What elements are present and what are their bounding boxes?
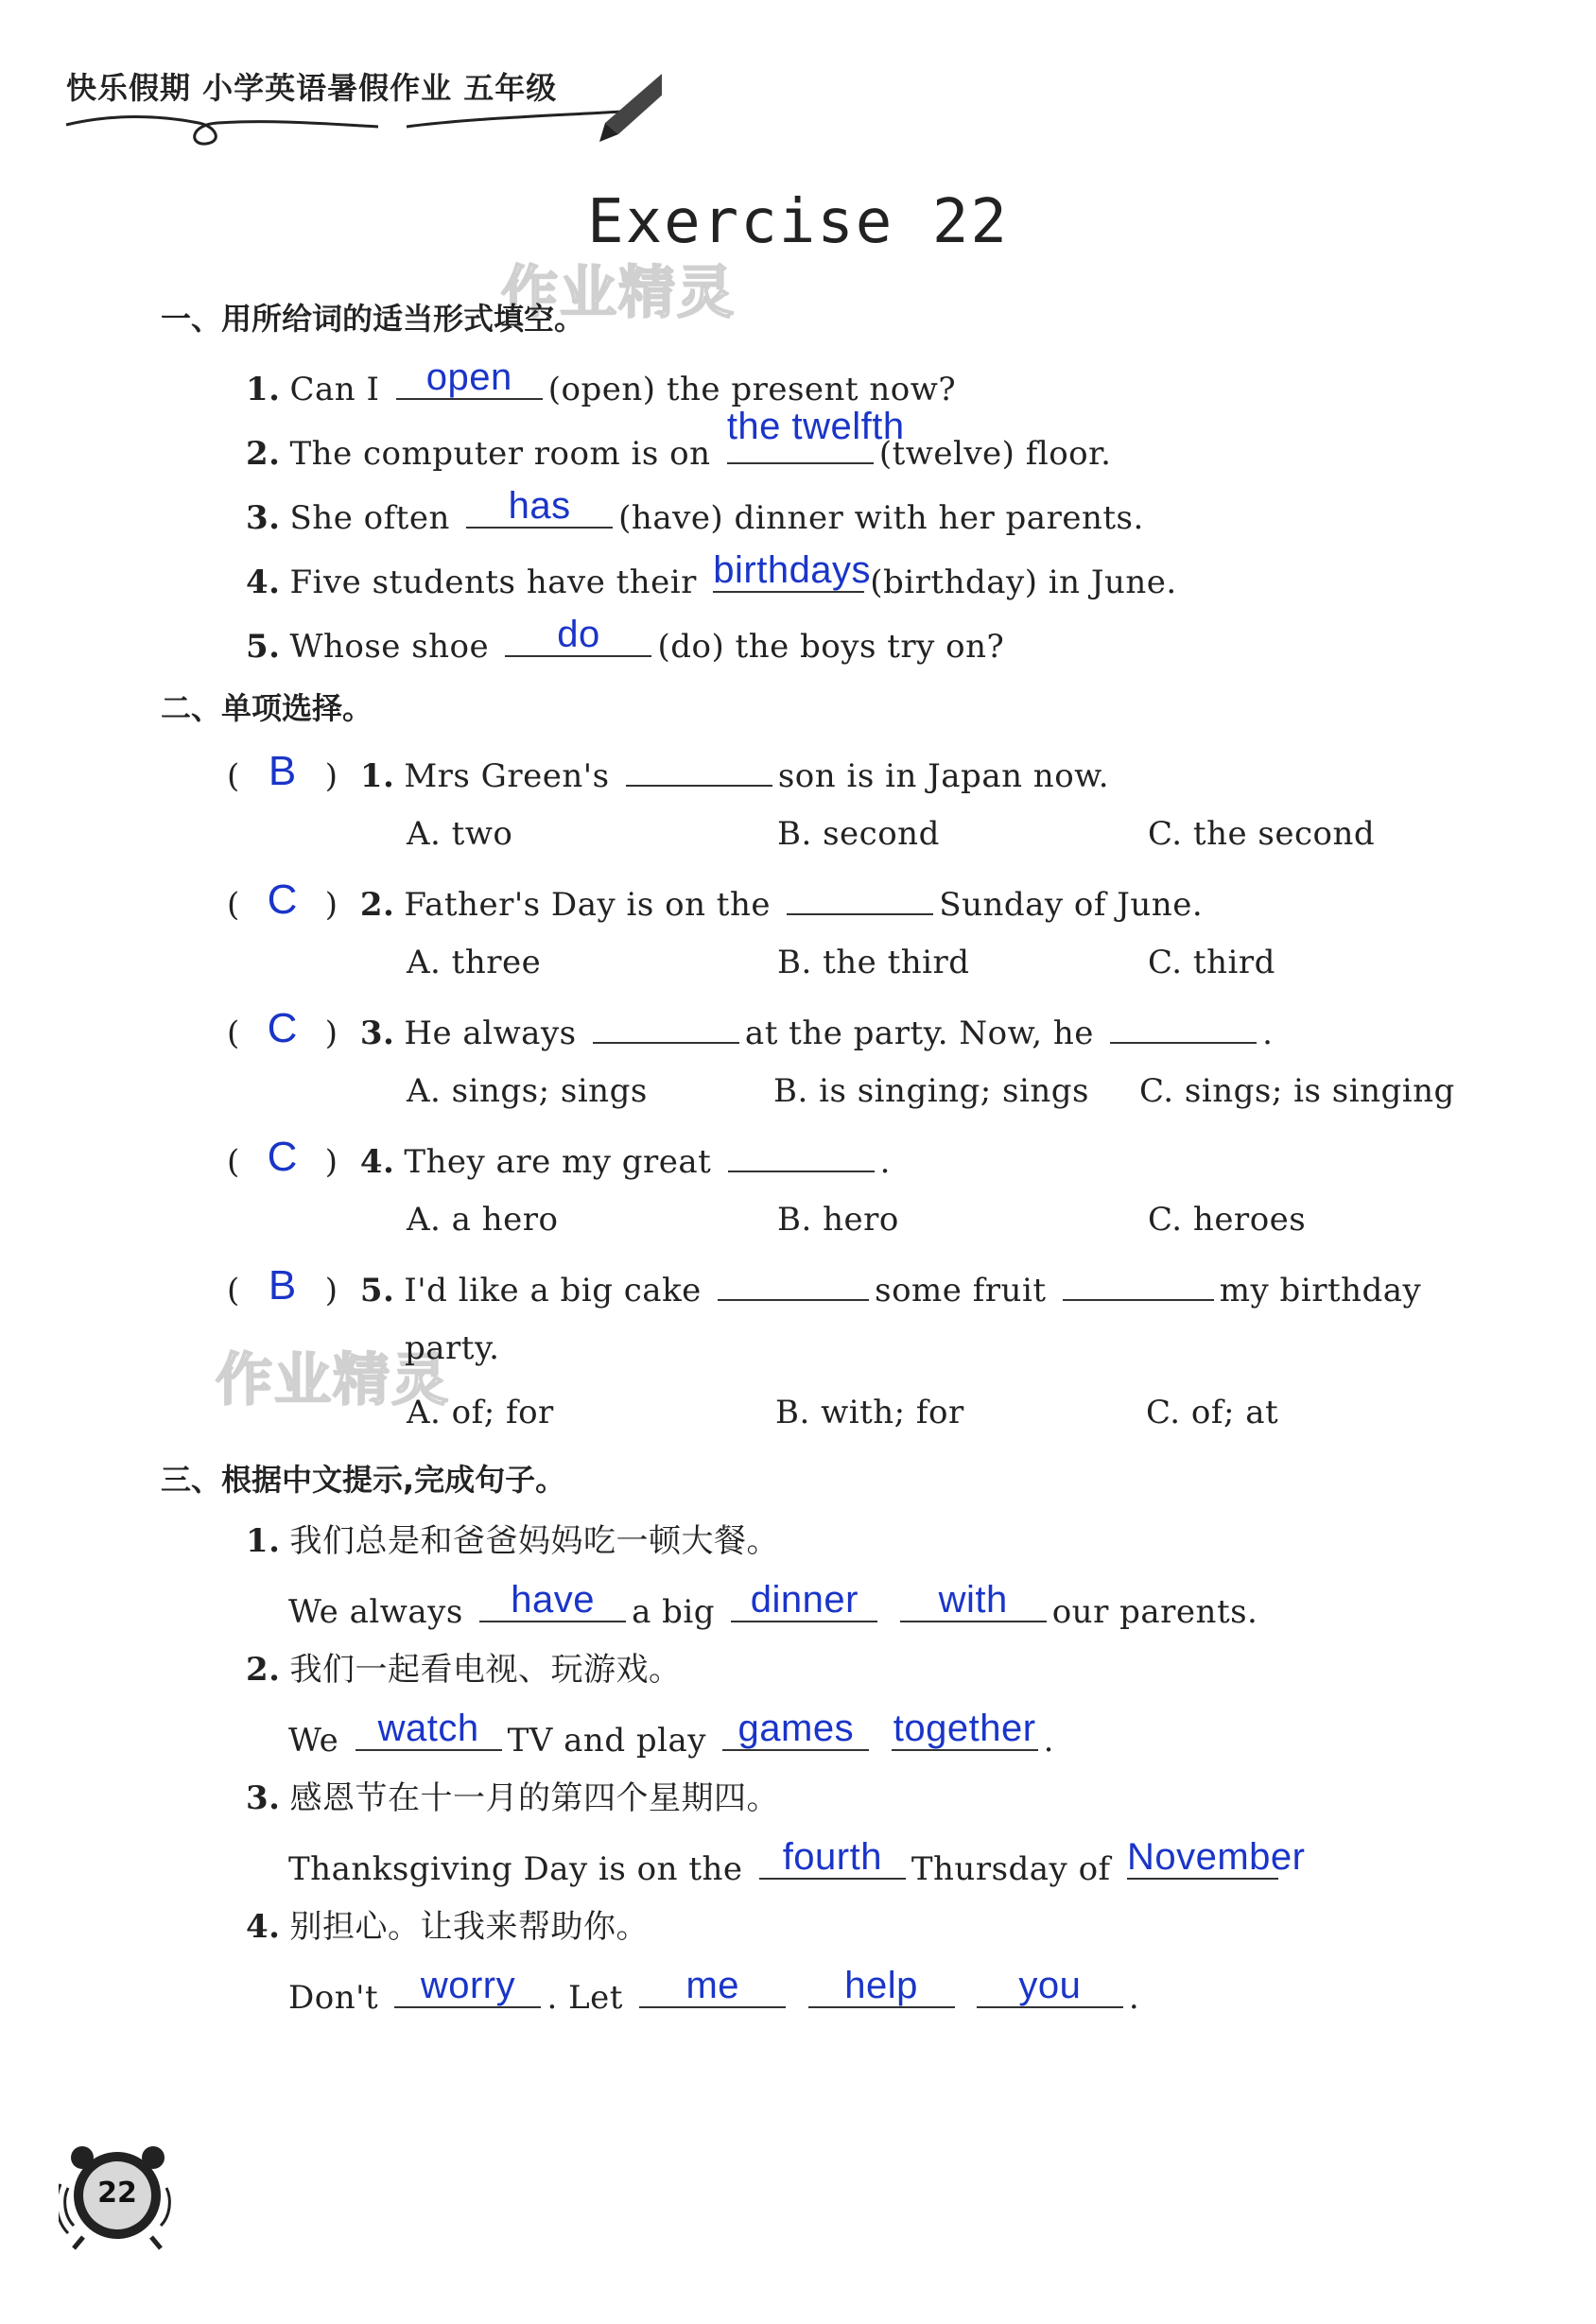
answer-blank[interactable]	[728, 1136, 875, 1172]
option-c[interactable]: C. of; at	[1146, 1394, 1279, 1431]
answer-blank[interactable]	[787, 879, 933, 915]
answer-blank[interactable]	[1063, 1265, 1214, 1301]
watermark-top: 作业精灵	[501, 260, 736, 326]
s3-item-4-cn: 4. 别担心。让我来帮助你。	[246, 1908, 649, 1946]
answer-blank[interactable]: dinner	[731, 1587, 877, 1622]
exercise-title: Exercise 22	[587, 187, 1009, 257]
option-b[interactable]: B. second	[777, 815, 940, 853]
s3-item-3-cn: 3. 感恩节在十一月的第四个星期四。	[246, 1779, 779, 1817]
answer-blank[interactable]: the twelfth	[727, 428, 874, 464]
option-b[interactable]: B. hero	[777, 1201, 899, 1239]
s2-item-1: ( B ) 1. Mrs Green's son is in Japan now.	[227, 748, 1110, 795]
answer-blank[interactable]: games	[722, 1715, 869, 1751]
watermark-middle: 作业精灵	[216, 1347, 450, 1413]
answer-blank[interactable]: do	[505, 621, 651, 657]
s2-item-5: ( B ) 5. I'd like a big cake some fruit my birthday	[227, 1262, 1422, 1309]
s2-item-2: ( C ) 2. Father's Day is on the Sunday of June.	[227, 876, 1204, 924]
answer-blank[interactable]: have	[479, 1587, 626, 1622]
s3-item-1-cn: 1. 我们总是和爸爸妈妈吃一顿大餐。	[246, 1522, 779, 1560]
option-a[interactable]: A. a hero	[407, 1201, 559, 1239]
s1-item-4: 4. Five students have their birthdays (birthday) in June.	[246, 549, 1177, 601]
answer-blank[interactable]: together	[892, 1715, 1038, 1751]
answer-blank[interactable]: you	[977, 1972, 1123, 2008]
option-c[interactable]: C. sings; is singing	[1139, 1072, 1455, 1110]
answer-blank[interactable]: has	[466, 493, 613, 529]
s1-item-3: 3. She often has (have) dinner with her parents.	[246, 485, 1144, 537]
option-a[interactable]: A. three	[407, 944, 542, 981]
s2-item-4: ( C ) 4. They are my great .	[227, 1134, 891, 1181]
answer-blank[interactable]: worry	[394, 1972, 541, 2008]
answer-blank[interactable]	[626, 751, 772, 787]
answer-blank[interactable]: with	[900, 1587, 1047, 1622]
section3-heading: 三、根据中文提示,完成句子。	[161, 1462, 566, 1498]
answer-blank[interactable]	[593, 1008, 739, 1044]
answer-blank[interactable]	[718, 1265, 869, 1301]
answer-blank[interactable]	[1110, 1008, 1257, 1044]
page-number-badge	[59, 2131, 172, 2245]
option-b[interactable]: B. the third	[777, 944, 970, 981]
option-c[interactable]: C. third	[1148, 944, 1275, 981]
pencil-icon	[599, 74, 662, 142]
option-a[interactable]: A. two	[407, 815, 513, 853]
answer-blank[interactable]: November	[1126, 1836, 1306, 1878]
s3-item-4-en: Don't worry . Let me help you .	[288, 1965, 1140, 2017]
answer-blank[interactable]: birthdays	[713, 549, 872, 591]
answer-blank[interactable]: me	[639, 1972, 786, 2008]
answer-blank[interactable]: help	[808, 1972, 955, 2008]
option-c[interactable]: C. heroes	[1148, 1201, 1307, 1239]
s2-item-5-cont: party.	[405, 1329, 500, 1367]
s3-item-1-en: We always have a big dinner with our parents.	[288, 1579, 1258, 1631]
option-a[interactable]: A. sings; sings	[407, 1072, 648, 1110]
section1-heading: 一、用所给词的适当形式填空。	[161, 301, 585, 337]
section2-heading: 二、单项选择。	[161, 690, 373, 726]
answer-blank[interactable]: watch	[356, 1715, 502, 1751]
answer-blank[interactable]: fourth	[759, 1844, 906, 1880]
answer-blank[interactable]: open	[396, 364, 543, 400]
option-b[interactable]: B. with; for	[775, 1394, 964, 1431]
s1-item-2: 2. The computer room is on the twelfth (twelve) floor.	[246, 406, 1112, 473]
option-b[interactable]: B. is singing; sings	[773, 1072, 1089, 1110]
s2-item-3: ( C ) 3. He always at the party. Now, he .	[227, 1005, 1274, 1052]
header-decoration	[57, 66, 662, 151]
s3-item-2-en: We watch TV and play games together .	[288, 1708, 1054, 1760]
option-a[interactable]: A. of; for	[407, 1394, 554, 1431]
s1-item-1: 1. Can I open (open) the present now?	[246, 356, 957, 408]
s3-item-2-cn: 2. 我们一起看电视、玩游戏。	[246, 1651, 682, 1689]
option-c[interactable]: C. the second	[1148, 815, 1376, 853]
s1-item-5: 5. Whose shoe do (do) the boys try on?	[246, 614, 1005, 666]
s3-item-3-en: Thanksgiving Day is on the fourth Thursday of November	[288, 1836, 1306, 1888]
header-title: 快乐假期 小学英语暑假作业 五年级	[66, 70, 558, 106]
page-number: 22	[97, 2177, 137, 2210]
